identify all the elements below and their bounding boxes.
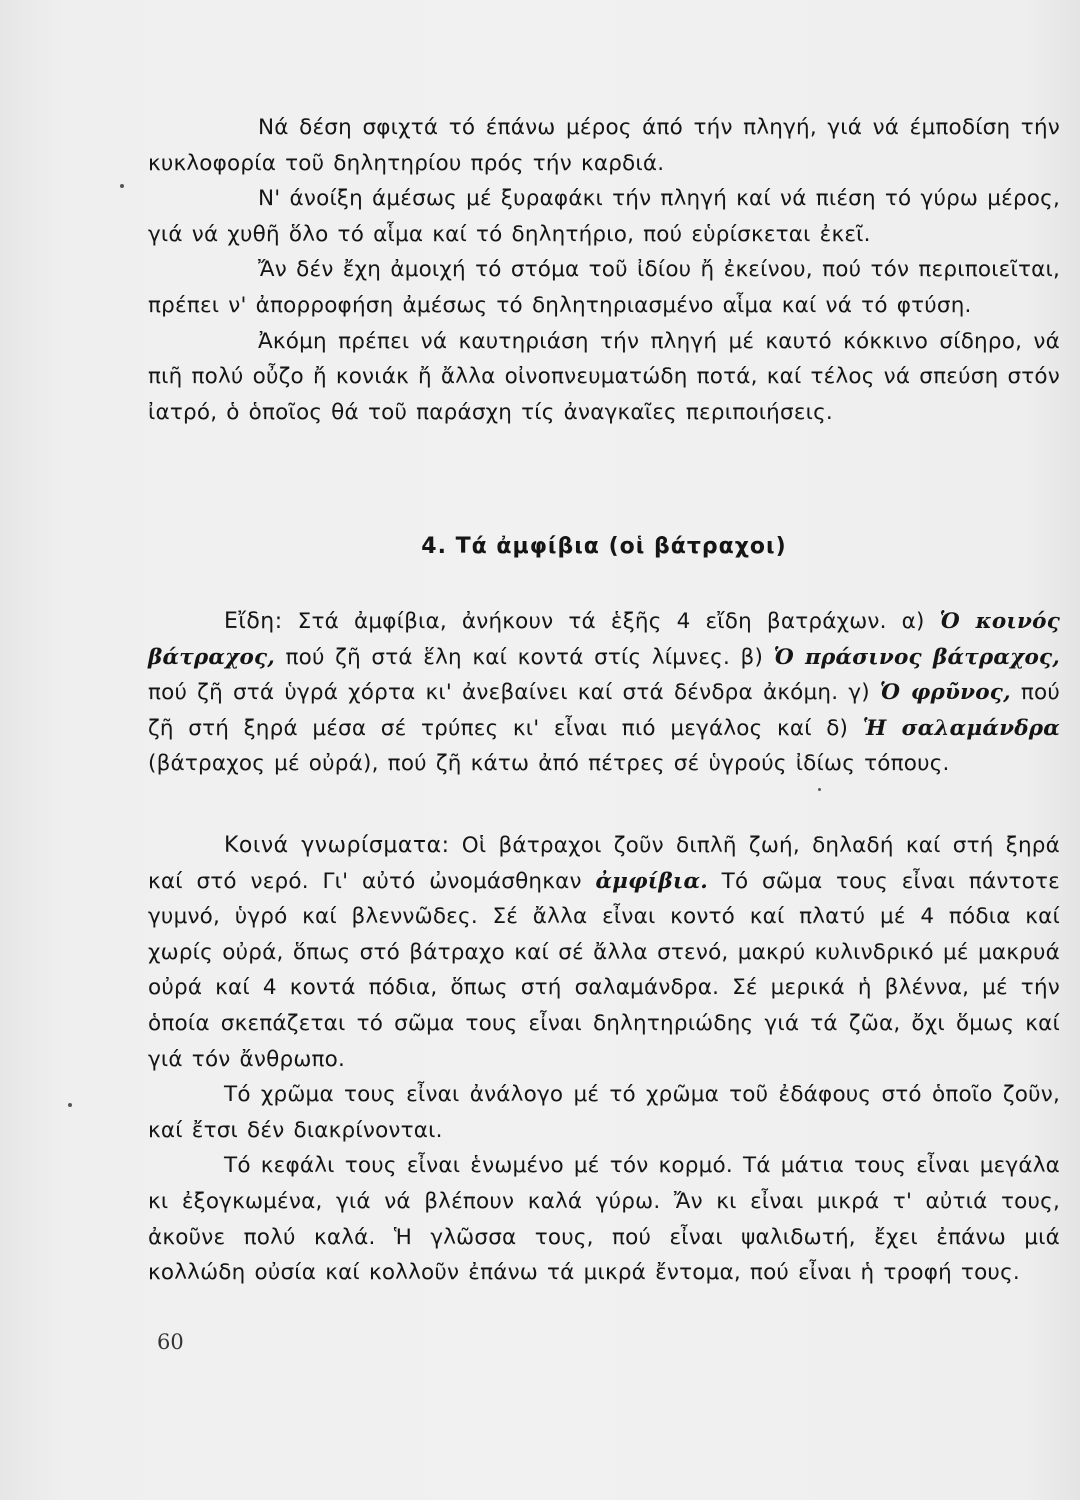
page-number: 60	[157, 1330, 184, 1354]
first-aid-section	[148, 110, 1060, 430]
section-heading: 4. Τά ἀμφίβια (οἱ βάτραχοι)	[421, 534, 787, 559]
species-text-5: (βάτραχος μέ οὐρά), πού ζῆ κάτω ἀπό πέτρες σέ ὑγρούς ἰδίως τόπους.	[148, 751, 950, 777]
paragraph-common-features	[148, 828, 1060, 1077]
species-common-frog: Ὁ κοινός βάτραχος,	[148, 609, 1060, 670]
species-text-4: πού ζῆ στή ξηρά μέσα σέ τρύπες κι' εἶναι πιό μεγάλος καί δ)	[148, 680, 1060, 741]
common-features-section	[148, 828, 1060, 1291]
species-text-2: πού ζῆ στά ἕλη καί κοντά στίς λίμνες. β)	[275, 644, 774, 670]
amphibians-section	[148, 604, 1060, 782]
common-features-text-1: Οἱ βάτραχοι ζοῦν διπλῆ ζωή, δηλαδή καί στή ξηρά καί στό νερό. Γι' αὐτό ὠνομάσθηκαν	[148, 833, 1061, 894]
paragraph-species	[148, 604, 1060, 782]
paragraph-tie-wound: Νά δέση σφιχτά τό έπάνω μέρος άπό τήν πληγή, γιά νά έμποδίση τήν κυκλοφορία τοῦ δηλητηρίου πρός τήν καρδιά.	[148, 115, 1060, 176]
species-text-3: πού ζῆ στά ὑγρά χόρτα κι' ἀνεβαίνει καί στά δένδρα ἀκόμη. γ)	[148, 680, 880, 706]
species-salamander: Ἡ σαλαμάνδρα	[862, 715, 1060, 741]
species-green-frog: Ὁ πράσινος βάτραχος,	[773, 644, 1060, 670]
print-speck	[818, 788, 821, 791]
paragraph-head: Τό κεφάλι τους εἶναι ἑνωμένο μέ τόν κορμό. Τά μάτια τους εἶναι μεγάλα κι ἐξογκωμένα, γιά νά βλέπουν καλά γύρω. Ἄν κι εἶναι μικρά τ' αὐτιά τους, ἀκοῦνε πολύ καλά. Ἡ γλῶσσα τους, πού εἶναι ψαλιδωτή, ἔχει ἐπάνω μιά κολλώδη οὐσία καί κολλοῦν ἐπάνω τά μικρά ἔντομα, πού εἶναι ἡ τροφή τους.	[148, 1153, 1060, 1286]
common-features-text-2: Τό σῶμα τους εἶναι πάντοτε γυμνό, ὑγρό καί βλεννῶδες. Σέ ἄλλα εἶναι κοντό καί πλατύ μέ 4 πόδια καί χωρίς οὐρά, ὅπως στό βάτραχο καί σέ ἄλλα στενό, μακρύ κυλινδρικό μέ μακρυά οὐρά καί 4 κοντά πόδια, ὅπως στή σαλαμάνδρα. Σέ μερικά ἡ βλέννα, μέ τήν ὁποία σκεπάζεται τό σῶμα τους εἶναι δηλητηριώδης γιά τά ζῶα, ὄχι ὅμως καί γιά τόν ἄνθρωπο.	[148, 868, 1060, 1072]
species-label: Εἴδη:	[224, 609, 283, 634]
paragraph-open-wound: Ν' άνοίξη άμέσως μέ ξυραφάκι τήν πληγή καί νά πιέση τό γύρω μέρος, γιά νά χυθῆ ὅλο τό αἷμα καί τό δηλητήριο, πού εὑρίσκεται ἐκεῖ.	[148, 186, 1060, 247]
species-toad: Ὁ φρῦνος,	[879, 680, 1011, 706]
paragraph-color: Τό χρῶμα τους εἶναι ἀνάλογο μέ τό χρῶμα τοῦ ἐδάφους στό ὁποῖο ζοῦν, καί ἔτσι δέν διακρίνονται.	[148, 1082, 1060, 1143]
common-features-label: Κοινά γνωρίσματα:	[224, 833, 450, 858]
term-amphibians: ἀμφίβια.	[595, 868, 708, 894]
paragraph-cauterize: Ἀκόμη πρέπει νά καυτηριάση τήν πληγή μέ καυτό κόκκινο σίδηρο, νά πιῆ πολύ οὖζο ἤ κονιάκ ἤ ἄλλα οἰνοπνευματώδη ποτά, καί τέλος νά σπεύση στόν ἰατρό, ὁ ὁποῖος θά τοῦ παράσχη τίς ἀναγκαῖες περιποιήσεις.	[148, 328, 1060, 425]
print-speck	[68, 1103, 72, 1107]
species-text-1: Στά ἀμφίβια, ἀνήκουν τά ἑξῆς 4 εἴδη βατράχων. α)	[282, 609, 940, 634]
paragraph-suck-blood: Ἄν δέν ἔχη ἀμοιχή τό στόμα τοῦ ἰδίου ἤ ἐκείνου, πού τόν περιποιεῖται, πρέπει ν' ἀπορροφήση ἀμέσως τό δηλητηριασμένο αἷμα καί νά τό φτύση.	[148, 257, 1060, 318]
print-speck	[120, 184, 124, 188]
